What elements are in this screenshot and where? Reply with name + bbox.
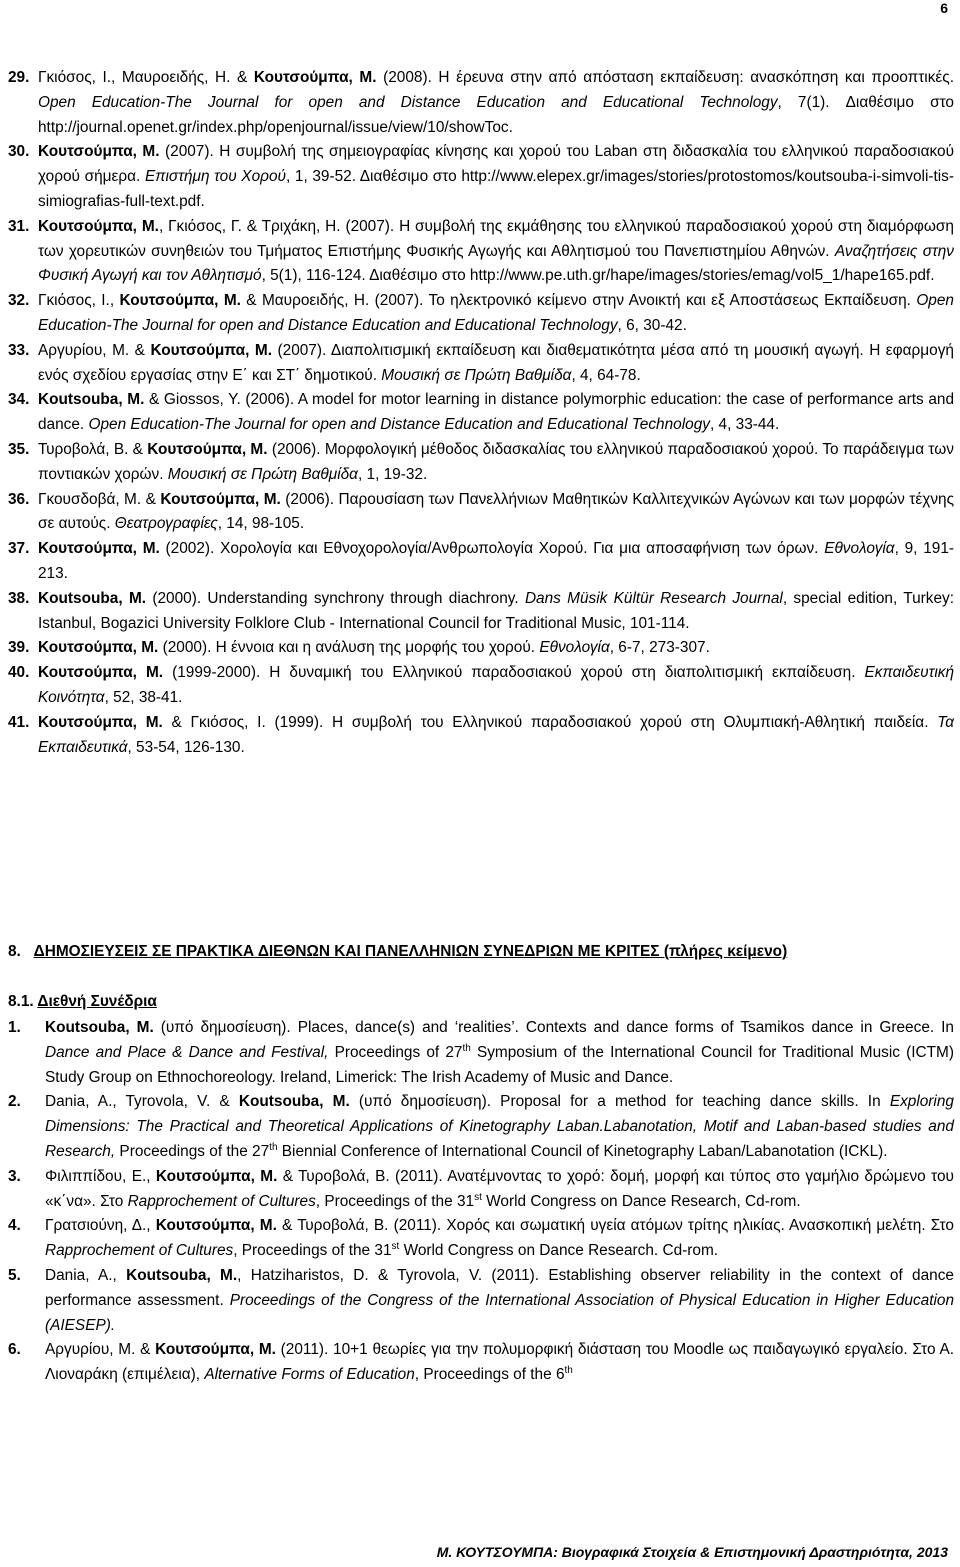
publication-title: Μουσική σε Πρώτη Βαθμίδα xyxy=(167,465,358,483)
journal-reference xyxy=(8,711,954,761)
conference-paper xyxy=(8,1090,954,1164)
publication-title: Dance and Place & Dance and Festival, xyxy=(45,1043,329,1061)
journal-reference xyxy=(8,140,954,214)
reference-text: Biennial Conference of International Council of Kinetography Laban/Labanotation (ICKL). xyxy=(277,1142,888,1160)
reference-text: , 1, 19-32. xyxy=(357,465,428,483)
reference-text: Γρατσιούνη, Δ., xyxy=(45,1217,156,1235)
journal-reference xyxy=(8,636,954,661)
author-name: Κουτσούμπα, Μ. xyxy=(38,639,159,657)
publication-title: Alternative Forms of Education xyxy=(204,1366,415,1384)
publication-title: Rapprochement of Cultures xyxy=(45,1242,234,1260)
reference-text: Γκιόσος, Ι., Μαυροειδής, Η. & xyxy=(38,69,254,86)
section-number: 8. xyxy=(8,943,21,960)
author-name: Κουτσούμπα, Μ. xyxy=(38,540,160,558)
journal-reference-number: 38. xyxy=(8,589,30,607)
publication-title: Rapprochement of Cultures xyxy=(127,1192,316,1210)
reference-text: , 6-7, 273-307. xyxy=(609,639,710,657)
reference-text: Symposium of the International Council for Traditional Music (ICTM) Study Group on Ethnochoreology. Ireland, Limerick: The Irish Academy of Music and Dance. xyxy=(45,1043,955,1086)
journal-reference xyxy=(8,587,954,637)
reference-text: & Μαυροειδής, Η. (2007). Το ηλεκτρονικό κείμενο στην Ανοικτή και εξ Αποστάσεως Εκπαίδευση. xyxy=(240,292,917,310)
reference-text: (υπό δημοσίευση). Proposal for a method for teaching dance skills. In xyxy=(349,1093,890,1111)
page-number: 6 xyxy=(940,0,948,16)
journal-reference-number: 33. xyxy=(8,341,30,359)
reference-text: (2002). Χορολογία και Εθνοχορολογία/Ανθρωπολογία Χορού. Για μια αποσαφήνιση των όρων. xyxy=(159,540,825,558)
journal-reference-number: 40. xyxy=(8,664,30,682)
conference-paper-number: 5. xyxy=(8,1266,21,1284)
author-name: Κουτσούμπα, Μ. xyxy=(147,440,268,458)
reference-text: (1999-2000). Η δυναμική του Ελληνικού παραδοσιακού χορού στη διαπολιτισμική εκπαίδευση. xyxy=(163,664,865,682)
ordinal-suffix: th xyxy=(462,1042,471,1054)
reference-text: (2007). Διαπολιτισμική εκπαίδευση και διαθεματικότητα μέσα από τη μουσική αγωγή. Η εφαρμογή ενός σχεδίου εργασίας στην Ε΄ και ΣΤ΄ δημοτικού. xyxy=(38,341,954,384)
journal-reference xyxy=(8,537,954,587)
section-heading xyxy=(8,940,954,965)
reference-text: (2000). Understanding synchrony through diachrony. xyxy=(146,589,525,607)
reference-text: , 6, 30-42. xyxy=(617,316,687,334)
reference-text: , 4, 33-44. xyxy=(709,416,780,434)
subsection-number: 8.1. xyxy=(8,993,34,1010)
reference-text: Dania, A., Tyrovola, V. & xyxy=(45,1093,239,1111)
reference-text: , 5(1), 116-124. Διαθέσιμο στο http://www.pe.uth.gr/hape/images/stories/emag/vol5_1/hape165.pdf. xyxy=(261,267,935,285)
journal-reference-number: 31. xyxy=(8,217,30,235)
reference-text: Αργυρίου, Μ. & xyxy=(45,1341,156,1359)
publication-title: Θεατρογραφίες xyxy=(114,515,218,533)
publication-title: Εθνολογία xyxy=(824,540,895,558)
publication-title: Proceedings of the Congress of the International Association of Physical Education in Higher Education (AIESEP). xyxy=(45,1291,955,1334)
conference-papers-list xyxy=(8,1016,954,1388)
publication-title: Τα Εκπαιδευτικά xyxy=(38,713,954,756)
page-footer: Μ. ΚΟΥΤΣΟΥΜΠΑ: Βιογραφικά Στοιχεία & Επιστημονική Δραστηριότητα, 2013 xyxy=(436,1544,948,1560)
reference-text: , Proceedings of the 31 xyxy=(315,1192,475,1210)
reference-text: (2006). Μορφολογική μέθοδος διδασκαλίας του ελληνικού παραδοσιακού χορού. Το παράδειγμα των ποντιακών χορών. xyxy=(38,440,954,483)
journal-reference-number: 29. xyxy=(8,69,30,86)
reference-text: Γκουσδοβά, Μ. & xyxy=(38,490,161,508)
author-name: Koutsouba, M. xyxy=(38,589,147,607)
publication-title: Εκπαιδευτική Κοινότητα xyxy=(38,664,954,706)
reference-text: , Proceedings of the 31 xyxy=(233,1242,392,1260)
journal-reference-number: 32. xyxy=(8,292,30,310)
journal-reference xyxy=(8,339,954,389)
author-name: Koutsouba, M. xyxy=(38,391,145,409)
author-name: Κουτσούμπα, Μ. xyxy=(253,69,377,86)
journal-reference xyxy=(8,661,954,711)
author-name: Κουτσούμπα, Μ. xyxy=(155,1217,277,1235)
journal-reference-number: 41. xyxy=(8,713,30,731)
ordinal-suffix: th xyxy=(564,1365,573,1377)
reference-text: , special edition, Turkey: Istanbul, Bogazici University Folklore Club - International Council for Traditional Music, 101-114. xyxy=(38,589,954,632)
publication-title: Αναζητήσεις στην Φυσική Αγωγή και τον Αθλητισμό xyxy=(38,242,954,285)
reference-text: & Γκιόσος, Ι. (1999). Η συμβολή του Ελληνικού παραδοσιακού χορού στη Ολυμπιακή-Αθλητική παιδεία. xyxy=(162,713,938,731)
reference-text: Proceedings of 27 xyxy=(328,1043,463,1061)
author-name: Κουτσούμπα, Μ. xyxy=(150,341,272,359)
journal-reference-number: 39. xyxy=(8,639,30,657)
journal-reference xyxy=(8,388,954,438)
reference-text: , 53-54, 126-130. xyxy=(127,738,245,756)
reference-text: (2011). 10+1 θεωρίες για την πολυμορφική διάσταση του Moodle ως παιδαγωγικό εργαλείο. Στο Α. Λιοναράκη (επιμέλεια), xyxy=(45,1341,954,1384)
reference-text: World Congress on Dance Research. Cd-rom. xyxy=(399,1242,719,1260)
reference-text: , Proceedings of the 6 xyxy=(414,1366,565,1384)
journal-reference xyxy=(8,215,954,289)
section-title: ΔΗΜΟΣΙΕΥΣΕΙΣ ΣΕ ΠΡΑΚΤΙΚΑ ΔΙΕΘΝΩΝ ΚΑΙ ΠΑΝΕΛΛΗΝΙΩΝ ΣΥΝΕΔΡΙΩΝ ΜΕ ΚΡΙΤΕΣ (πλήρες κείμενο) xyxy=(33,943,788,960)
journal-reference-number: 37. xyxy=(8,540,30,558)
conference-paper-number: 2. xyxy=(8,1093,21,1111)
journal-reference xyxy=(8,488,954,538)
reference-text: Αργυρίου, Μ. & xyxy=(38,341,151,359)
journal-reference xyxy=(8,289,954,339)
publication-title: Επιστήμη του Χορού xyxy=(144,168,286,186)
conference-paper xyxy=(8,1016,954,1090)
publication-title: Εθνολογία xyxy=(539,639,610,657)
publication-title: Exploring Dimensions: The Practical and Theoretical Applications of Kinetography Laban.Labanotation, Motif and Laban-based studies and Research, xyxy=(45,1093,954,1160)
reference-text: & Τυροβολά, Β. (2011). Χορός και σωματική υγεία ατόμων τρίτης ηλικίας. Ανασκοπική μελέτη. Στο xyxy=(276,1217,954,1235)
author-name: Koutsouba, M. xyxy=(126,1266,238,1284)
author-name: Κουτσούμπα, Μ. xyxy=(38,143,160,161)
reference-text: , Γκιόσος, Γ. & Τριχάκη, Η. (2007). Η συμβολή της εκμάθησης του ελληνικού παραδοσιακού χορού στη διαμόρφωση των χορευτικών συνηθειών του Τμήματος Επιστήμης Φυσικής Αγωγής και Αθλητισμού του Πανεπιστημίου Αθηνών. xyxy=(38,217,954,260)
journal-reference-number: 30. xyxy=(8,143,30,161)
reference-text: , 7(1). Διαθέσιμο στο http://journal.openet.gr/index.php/openjournal/issue/view/10/showToc. xyxy=(38,93,954,136)
reference-text: , 4, 64-78. xyxy=(571,366,641,384)
conference-paper-number: 1. xyxy=(8,1019,21,1036)
reference-text: & Giossos, Y. (2006). A model for motor learning in distance polymorphic education: the case of performance arts and dance. xyxy=(38,391,955,434)
reference-text: (υπό δημοσίευση). Places, dance(s) and ‘realities’. Contexts and dance forms of Tsamikos dance in Greece. In xyxy=(153,1019,954,1036)
publication-title: Μουσική σε Πρώτη Βαθμίδα xyxy=(381,366,572,384)
conference-paper-number: 3. xyxy=(8,1167,21,1185)
ordinal-suffix: th xyxy=(269,1141,278,1153)
author-name: Κουτσούμπα, Μ. xyxy=(38,713,163,731)
reference-text: , 52, 38-41. xyxy=(104,688,183,706)
reference-text: & Τυροβολά, Β. (2011). Ανατέμνοντας το χορό: δομή, μορφή και τύπος στο γαμήλιο δρώμενο του «κ΄να». Στο xyxy=(45,1167,954,1210)
reference-text: (2007). Η συμβολή της σημειογραφίας κίνησης και χορού του Laban στη διδασκαλία του ελληνικού παραδοσιακού χορού σήμερα. xyxy=(38,143,954,186)
subsection-heading xyxy=(8,990,954,1015)
ordinal-suffix: st xyxy=(391,1241,400,1253)
author-name: Koutsouba, M. xyxy=(45,1019,154,1036)
publication-title: Dans Müsik Kültür Research Journal xyxy=(524,589,783,607)
reference-text: (2008). Η έρευνα στην από απόσταση εκπαίδευση: ανασκόπηση και προοπτικές. xyxy=(376,69,954,86)
author-name: Koutsouba, M. xyxy=(238,1093,350,1111)
reference-text: , 1, 39-52. Διαθέσιμο στο http://www.elepex.gr/images/stories/protostomos/koutsouba-i-simvoli-tis-simiografias-full-text.pdf. xyxy=(38,168,955,210)
conference-paper-number: 6. xyxy=(8,1341,21,1359)
reference-text: (2006). Παρουσίαση των Πανελλήνιων Μαθητικών Καλλιτεχνικών Αγώνων και των μορφών τέχνης σε αυτούς. xyxy=(38,490,954,533)
conference-paper xyxy=(8,1165,954,1215)
publication-title: Open Education-The Journal for open and Distance Education and Educational Technology xyxy=(38,93,778,111)
conference-paper xyxy=(8,1214,954,1264)
author-name: Κουτσούμπα, Μ. xyxy=(119,292,241,310)
ordinal-suffix: st xyxy=(474,1191,482,1203)
subsection-title: Διεθνή Συνέδρια xyxy=(37,993,157,1010)
reference-text: World Congress on Dance Research, Cd-rom. xyxy=(481,1192,801,1210)
reference-text: , Hatziharistos, D. & Tyrovola, V. (2011). Establishing observer reliability in the context of dance performance assessment. xyxy=(45,1266,954,1309)
publication-title: Open Education-The Journal for open and Distance Education and Educational Technology xyxy=(88,416,710,434)
reference-text: , 14, 98-105. xyxy=(217,515,305,533)
reference-text: , 9, 191-213. xyxy=(38,540,954,582)
journal-reference-number: 35. xyxy=(8,440,30,458)
journal-reference xyxy=(8,66,954,140)
conference-paper xyxy=(8,1264,954,1338)
reference-text: Φιλιππίδου, Ε., xyxy=(45,1167,156,1185)
author-name: Κουτσούμπα, Μ. xyxy=(38,664,164,682)
conference-paper xyxy=(8,1338,954,1388)
reference-text: Proceedings of the 27 xyxy=(115,1142,270,1160)
author-name: Κουτσούμπα, Μ. xyxy=(38,217,159,235)
publication-title: Open Education-The Journal for open and Distance Education and Educational Technology xyxy=(38,292,954,334)
journal-references-list xyxy=(8,66,954,760)
author-name: Κουτσούμπα, Μ. xyxy=(155,1341,276,1359)
journal-reference-number: 34. xyxy=(8,391,30,409)
journal-reference-number: 36. xyxy=(8,490,30,508)
reference-text: Dania, A., xyxy=(45,1266,127,1284)
author-name: Κουτσούμπα, Μ. xyxy=(155,1167,278,1185)
author-name: Κουτσούμπα, Μ. xyxy=(160,490,281,508)
conference-paper-number: 4. xyxy=(8,1217,21,1235)
reference-text: Γκιόσος, Ι., xyxy=(38,292,120,310)
journal-reference xyxy=(8,438,954,488)
reference-text: Τυροβολά, Β. & xyxy=(38,440,148,458)
reference-text: (2000). Η έννοια και η ανάλυση της μορφής του χορού. xyxy=(158,639,540,657)
